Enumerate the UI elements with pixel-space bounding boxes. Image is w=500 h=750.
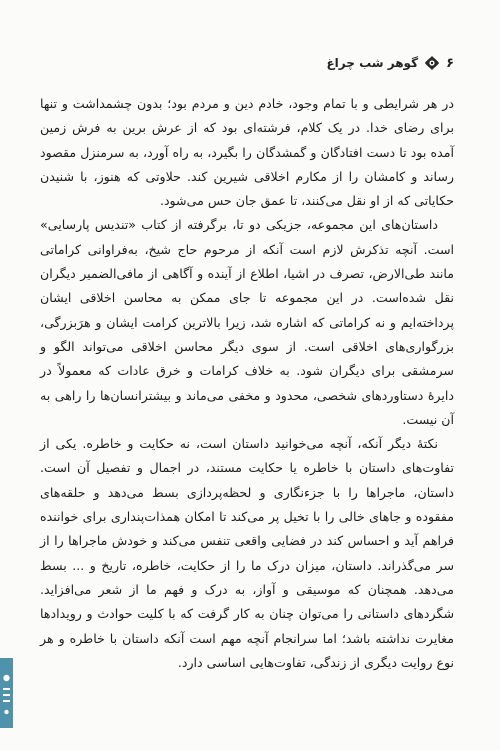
body-text [40, 92, 454, 675]
book-title: گوهر شب چراغ [326, 56, 419, 70]
page-number: ۶ [446, 55, 454, 71]
paragraph-1: در هر شرایطی و با تمام وجود، خادم دین و مردم بود؛ بدون چشمداشت و تنها برای رضای خدا. در یک کلام، فرشته‌ای بود که از عرش برین به فرش زمین آمده بود تا دست افتادگان و گمشدگان را بگیرد، به راه آورد، به سرمنزل مقصود رساند و کامشان را از مکارم اخلاقی شیرین کند. حلاوتی که هنوز، با شنیدن حکایاتی که از او نقل می‌کنند، تا عمق جان حس می‌شود. [40, 96, 454, 209]
running-header [40, 50, 454, 76]
paragraph-2: داستان‌های این مجموعه، جزیکی دو تا، برگرفته از کتاب «تندیس پارسایی» است. آنچه تذکرش لازم است آنکه از مرحوم حاج شیخ، به‌فراوانی کراماتی مانند طی‌الارض، تصرف در اشیا، اطلاع از آینده و آگاهی از مافی‌الضمیر دیگران نقل شده‌است. در این مجموعه تا جای ممکن به محاسن اخلاقی ایشان پرداخته‌ایم و نه کراماتی که اشاره شد، زیرا بالاترین کرامت ایشان و هرَبزرگی، بزرگواری‌های اخلاقی است. از سوی دیگر محاسن اخلاقی می‌تواند الگو و سرمشقی برای دیگران شود. به خلاف کرامات و خرق عادات که معمولاً در دایرهٔ دستاوردهای شخصی، محدود و مخفی می‌ماند و بیشترانسان‌ها را راهی به آن نیست. [40, 217, 454, 427]
publisher-logo-stamp [0, 658, 20, 728]
paragraph-3: نکتهٔ دیگر آنکه، آنچه می‌خوانید داستان است، نه حکایت و خاطره. یکی از تفاوت‌های داستان با خاطره یا حکایت مستند، در اجمال و تفصیل آن است. داستان، ماجراها را با جزءنگاری و لحظه‌پردازی بسط می‌دهد و حلقه‌های مفقوده و جاهای خالی را با تخیل پر می‌کند تا امکان همذات‌پنداری برای خواننده فراهم آید و احساس کند در فضایی واقعی تنفس می‌کند و خودش ماجراها را از سر می‌گذراند. داستان، میزان درک ما را از حکایت، خاطره، تاریخ و ... بسط می‌دهد. همچنان که موسیقی و آواز، به درک و فهم ما از شعر می‌افزاید. شگردهای داستانی را می‌توان چنان به کار گرفت که با کلیت حوادث و رویدادها مغایرت نداشته باشد؛ اما سرانجام آنچه مهم است آنکه داستان با خاطره و هر نوع روایت دیگری از زندگی، تفاوت‌هایی اساسی دارد. [40, 436, 454, 670]
ornament-icon [424, 55, 440, 71]
